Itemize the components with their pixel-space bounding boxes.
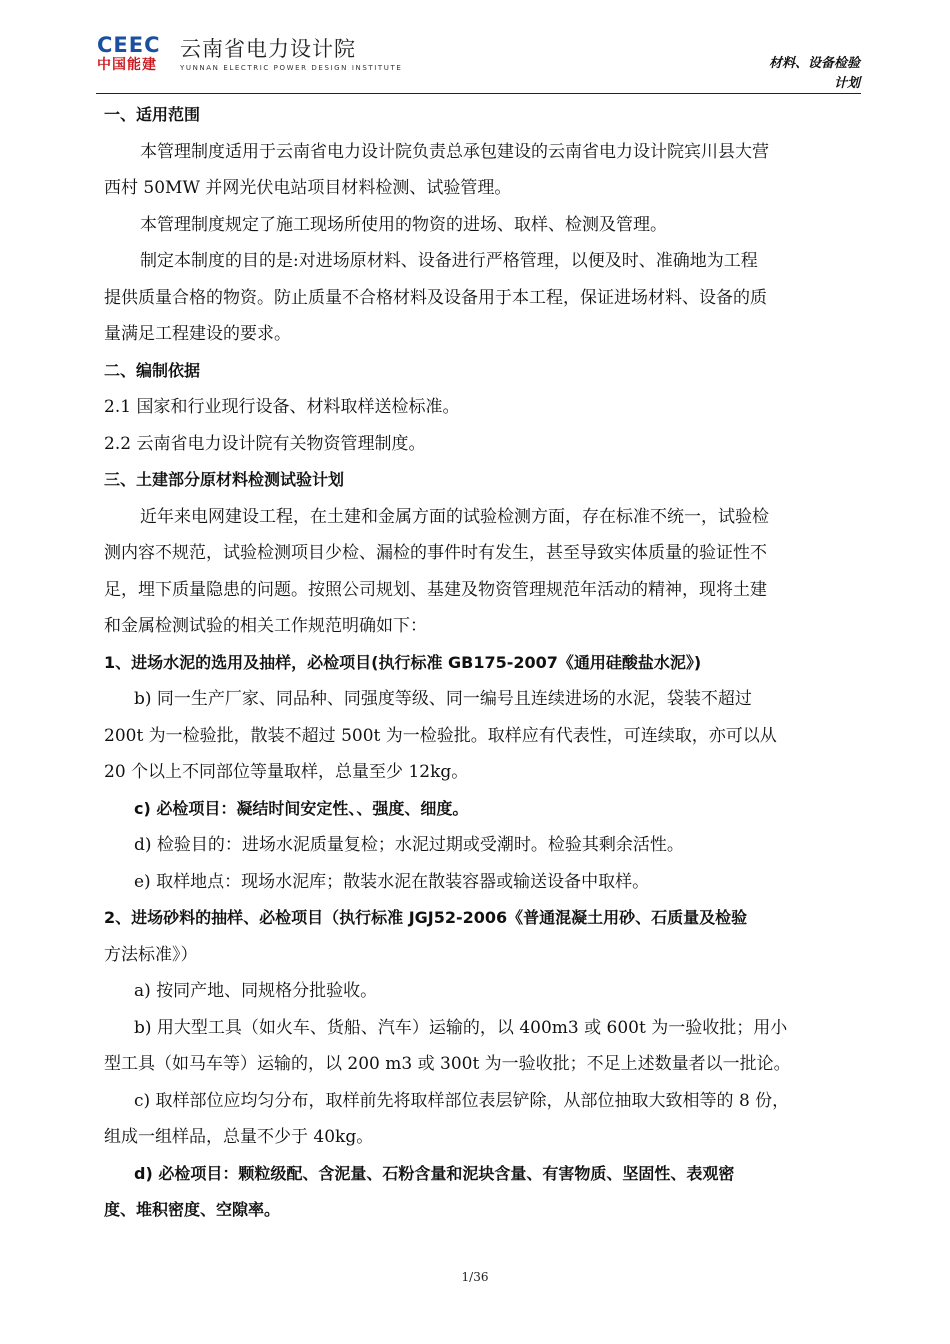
text-line: d) 必检项目：颗粒级配、含泥量、石粉含量和泥块含量、有害物质、坚固性、表观密 [134,1163,735,1183]
org-name-en: YUNNAN ELECTRIC POWER DESIGN INSTITUTE [180,64,403,72]
document-title [769,54,860,94]
section-heading: 一、适用范围 [104,105,201,124]
page-number: 1/36 [461,1270,489,1284]
text-line: 方法标准》） [104,944,198,965]
text-line: 1、进场水泥的选用及抽样，必检项目(执行标准 GB175-2007《通用硅酸盐水泥》) [104,652,702,672]
text-line: 制定本制度的目的是:对进场原材料、设备进行严格管理，以便及时、准确地为工程 [140,251,758,271]
text-line: 本管理制度适用于云南省电力设计院负责总承包建设的云南省电力设计院宾川县大营 [140,141,769,162]
text-line: 近年来电网建设工程，在土建和金属方面的试验检测方面，存在标准不统一，试验检 [140,506,769,527]
text-line: e) 取样地点：现场水泥库；散装水泥在散装容器或输送设备中取样。 [134,871,650,892]
text-line: 2.2 云南省电力设计院有关物资管理制度。 [104,433,426,454]
page-header [0,0,950,96]
text-line: c) 必检项目：凝结时间安定性、、强度、细度。 [134,798,469,818]
section-heading: 三、土建部分原材料检测试验计划 [104,470,345,489]
text-line: 20 个以上不同部位等量取样，总量至少 12kg。 [104,762,469,782]
document-body [104,97,864,1229]
text-line: b) 同一生产厂家、同品种、同强度等级、同一编号且连续进场的水泥，袋装不超过 [134,689,752,709]
document-title-line-2: 计划 [833,76,860,91]
text-line: 组成一组样品，总量不少于 40kg。 [104,1127,374,1147]
header-divider [96,93,861,94]
organization-name [180,36,402,74]
text-line: b) 用大型工具（如火车、货船、汽车）运输的，以 400m3 或 600t 为一验收批；用小 [134,1017,788,1038]
text-line: 和金属检测试验的相关工作规范明确如下： [104,616,427,636]
logo-cn-text: 中国能建 [97,57,157,73]
text-line: 2.1 国家和行业现行设备、材料取样送检标准。 [104,397,460,417]
org-name-cn: 云南省电力设计院 [180,37,356,61]
document-title-line-1: 材料、设备检验 [768,56,860,71]
text-line: a) 按同产地、同规格分批验收。 [134,981,378,1001]
text-line: 度、堆积密度、空隙率。 [104,1200,281,1219]
section-heading: 二、编制依据 [104,360,201,380]
text-line: 足，埋下质量隐患的问题。按照公司规划、基建及物资管理规范年活动的精神，现将土建 [104,579,767,600]
text-line: 型工具（如马车等）运输的，以 200 m3 或 300t 为一验收批；不足上述数量者以一批论。 [104,1054,791,1074]
text-line: 提供质量合格的物资。防止质量不合格材料及设备用于本工程，保证进场材料、设备的质 [104,287,767,308]
text-line: d) 检验目的：进场水泥质量复检；水泥过期或受潮时。检验其剩余活性。 [134,835,684,855]
logo-mark: CEEC [97,33,161,57]
text-line: 2、进场砂料的抽样、必检项目（执行标准 JGJ52-2006《普通混凝土用砂、石质量及检验 [104,908,748,927]
text-line: c) 取样部位应均匀分布，取样前先将取样部位表层铲除，从部位抽取大致相等的 8 份， [134,1090,790,1111]
text-line: 本管理制度规定了施工现场所使用的物资的进场、取样、检测及管理。 [140,214,667,235]
ceec-logo [97,34,167,74]
text-line: 测内容不规范，试验检测项目少检、漏检的事件时有发生，甚至导致实体质量的验证性不 [104,543,767,563]
text-line: 西村 50MW 并网光伏电站项目材料检测、试验管理。 [104,178,512,198]
text-line: 200t 为一检验批，散装不超过 500t 为一检验批。取样应有代表性，可连续取，亦可以从 [104,725,777,746]
text-line: 量满足工程建设的要求。 [104,324,291,344]
